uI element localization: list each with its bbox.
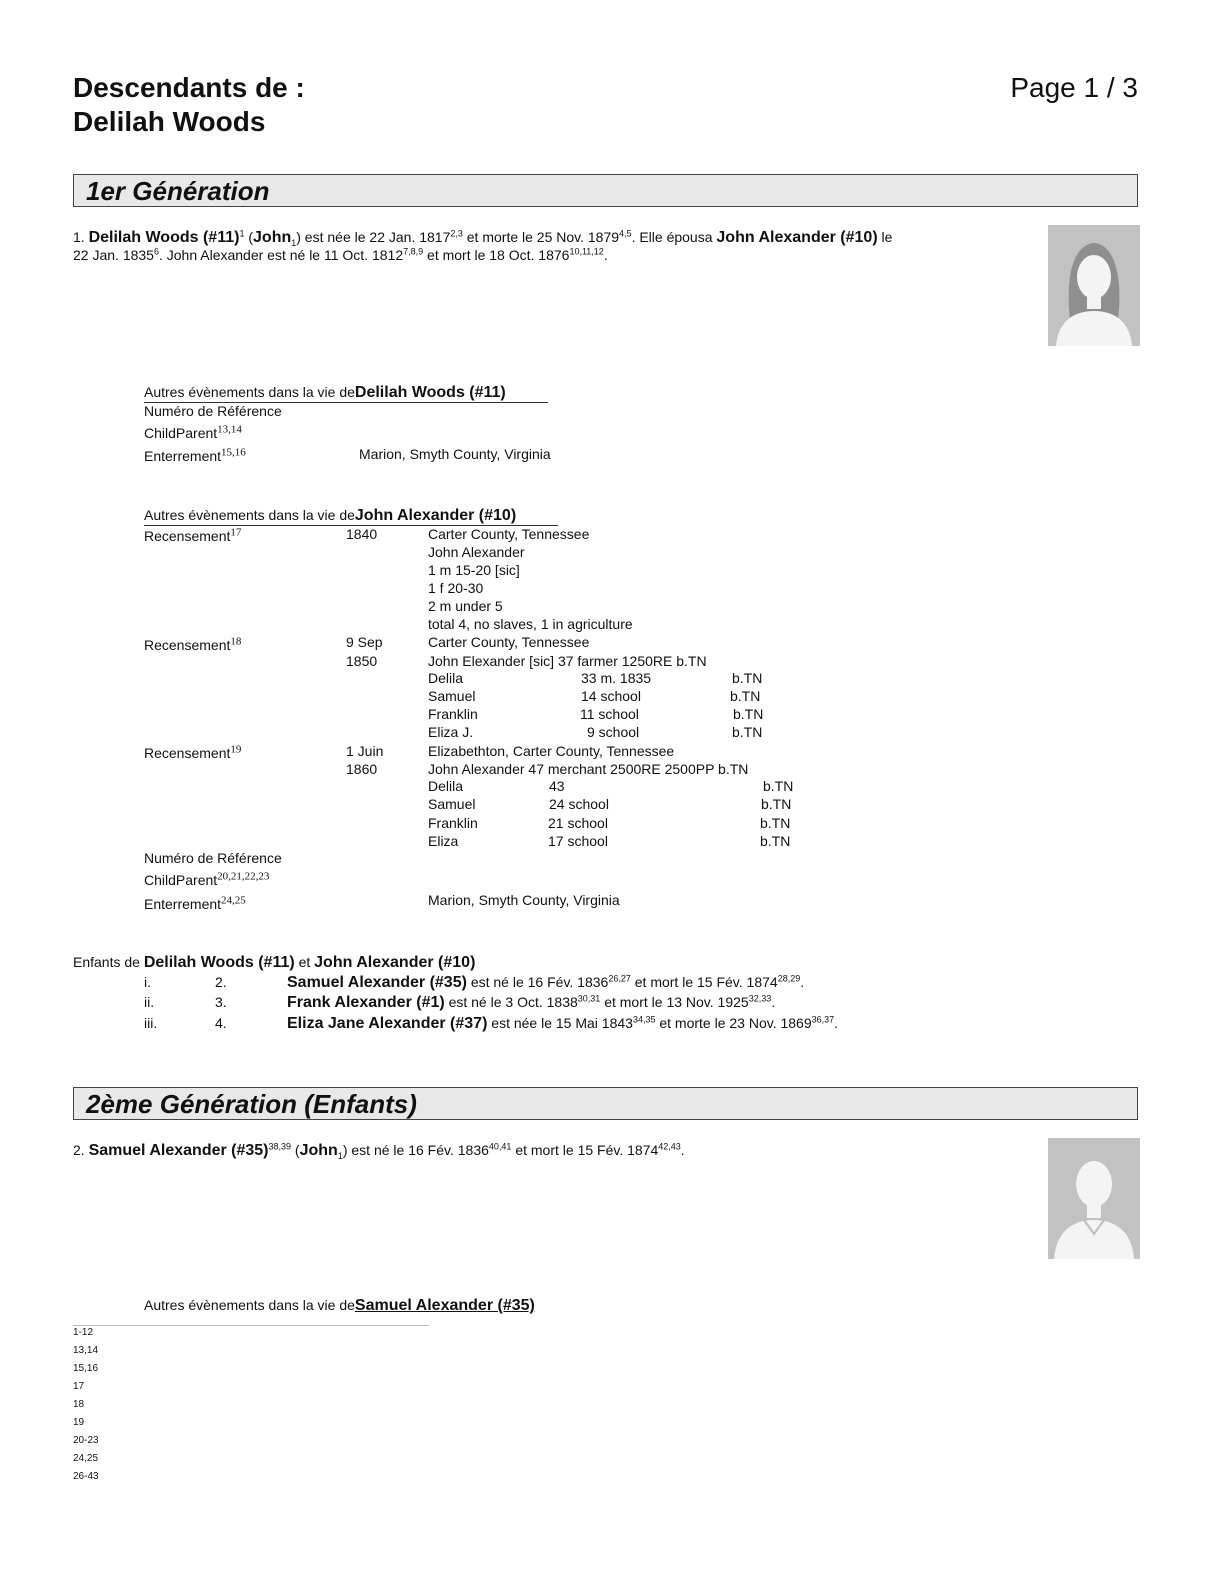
census-text: Recensement [144,745,231,761]
events-heading-samuel [144,1296,535,1315]
marriage-text: . Elle épousa [631,229,717,245]
marriage-le: le [877,229,893,245]
census-1850-row: John Elexander [sic] 37 farmer 1250RE b.TN [428,653,707,669]
census-1860-row-info: 43 [549,778,565,794]
burial-label [144,895,246,913]
census-1840-line: Carter County, Tennessee [428,526,590,542]
spouse-name: John Alexander (#10) [716,229,878,246]
child-birth: est née le 15 Mai 1843 [487,1015,633,1031]
events-heading-prefix: Autres évènements dans la vie de [144,1297,355,1313]
death-text: et mort le 15 Fév. 1874 [511,1142,659,1158]
spouse-death-text: et mort le 18 Oct. 1876 [423,247,570,263]
events-heading-name: John Alexander (#10) [354,507,517,524]
census-1840-line: 1 m 15-20 [sic] [428,562,520,578]
census-1850-row-name: Franklin [428,706,478,722]
events-heading-john [144,506,558,526]
footnote-ref: 26,27 [608,973,631,984]
child-number: 4. [215,1015,227,1031]
generation-1-header [73,174,1138,207]
generation-sub: 1 [291,237,297,248]
footnote-ref: 15,16 [221,446,246,459]
samuel-paragraph [73,1141,685,1160]
events-heading-delilah [144,383,548,403]
period: . [771,994,776,1010]
events-heading-name: Delilah Woods (#11) [354,384,506,401]
census-1850-row-birth: b.TN [730,688,761,704]
census-1860-row-birth: b.TN [761,796,792,812]
census-1860-row-info: 21 school [548,815,608,831]
footnote-ref: 10,11,12 [569,246,604,257]
child-text [287,973,804,992]
footnote-ref: 1 [239,228,245,239]
death-text: et morte le 25 Nov. 1879 [462,229,620,245]
events-heading-prefix: Autres évènements dans la vie de [144,507,355,523]
census-1850-row-birth: b.TN [733,706,764,722]
footnote-index-item: 19 [73,1417,85,1428]
childparent-text: ChildParent [144,425,218,441]
child-roman: i. [144,974,151,990]
person-number: 1. [73,229,89,245]
census-1840-line: total 4, no slaves, 1 in agriculture [428,616,633,632]
census-1850-row-name: Delila [428,670,464,686]
census-1850-row-info: 11 school [580,706,639,722]
children-and: et [294,954,315,970]
census-1860-year: 1860 [346,761,378,777]
footnote-index-item: 17 [73,1381,85,1392]
footnote-ref: 32,33 [748,993,772,1004]
census-1860-row-name: Eliza [428,833,459,849]
delilah-paragraph [73,228,1033,264]
generation-sub: 1 [337,1150,343,1161]
footnote-ref: 13,14 [217,423,242,436]
footnote-index-item: 18 [73,1399,85,1410]
census-1850-row-birth: b.TN [732,724,763,740]
census-text: Recensement [144,637,231,653]
census-1850-row-name: Samuel [428,688,476,704]
census-1840-line: 1 f 20-30 [428,580,484,596]
children-intro-prefix: Enfants de [73,954,144,970]
footnote-ref: 36,37 [811,1014,835,1025]
period: . [800,974,805,990]
page-number: Page 1 / 3 [1010,72,1138,103]
census-1850-year: 1850 [346,653,378,669]
title-line-1: Descendants de : [73,72,305,103]
reference-number-label: Numéro de Référence [144,403,282,419]
birth-text: ) est née le 22 Jan. 1817 [296,229,451,245]
period: . [603,247,608,263]
census-1860-row-name: Franklin [428,815,478,831]
female-avatar-icon [1048,225,1140,346]
footnote-divider [73,1325,429,1326]
burial-label [144,447,246,465]
census-1850-row-info: 14 school [581,688,641,704]
census-1850-day: 9 Sep [346,634,383,650]
person-name: Delilah Woods (#11) [88,229,240,246]
footnote-ref: 20,21,22,23 [217,870,270,883]
census-1860-day: 1 Juin [346,743,384,759]
children-intro [73,953,475,972]
paren-open: ( [291,1142,300,1158]
footnote-ref: 2,3 [450,228,463,239]
burial-place: Marion, Smyth County, Virginia [428,892,620,908]
footnote-ref: 17 [230,526,242,539]
period: . [680,1142,685,1158]
child-death: et mort le 15 Fév. 1874 [630,974,778,990]
footnote-ref: 38,39 [268,1141,292,1152]
footnote-ref: 18 [230,635,242,648]
child-roman: iii. [144,1015,158,1031]
footnote-index-item: 24,25 [73,1453,99,1464]
census-1850-row-name: Eliza J. [428,724,474,740]
parent-name: John [253,229,292,246]
burial-text: Enterrement [144,896,222,912]
person-name: Samuel Alexander (#35) [88,1142,269,1159]
census-1860-row-info: 24 school [549,796,609,812]
census-1860-row-name: Samuel [428,796,476,812]
footnote-index-item: 1-12 [73,1327,94,1338]
footnote-ref: 30,31 [577,993,601,1004]
child-text [287,993,775,1012]
male-avatar-icon [1048,1138,1140,1259]
census-1850-row-info: 9 school [587,724,640,740]
footnote-ref: 42,43 [658,1141,681,1152]
census-1860-label [144,744,241,762]
marriage-date: 22 Jan. 1835 [73,247,154,263]
childparent-text: ChildParent [144,872,218,888]
child-birth: est né le 16 Fév. 1836 [466,974,609,990]
child-name: Frank Alexander (#1) [287,994,445,1011]
childparent-label [144,871,269,889]
footnote-index-item: 20-23 [73,1435,99,1446]
period: . [834,1015,839,1031]
childparent-label [144,424,242,442]
child-number: 3. [215,994,227,1010]
census-1860-place: Elizabethton, Carter County, Tennessee [428,743,675,759]
census-1860-row-birth: b.TN [763,778,794,794]
footnote-index-item: 26-43 [73,1471,99,1482]
footnote-index-item: 13,14 [73,1345,99,1356]
title-line-2: Delilah Woods [73,106,266,137]
events-heading-name: Samuel Alexander (#35) [354,1297,535,1314]
burial-text: Enterrement [144,448,222,464]
census-1850-place: Carter County, Tennessee [428,634,590,650]
footnote-ref: 19 [230,743,242,756]
census-1840-line: John Alexander [428,544,525,560]
child-name: Eliza Jane Alexander (#37) [287,1015,488,1032]
footnote-ref: 24,25 [221,894,246,907]
burial-place: Marion, Smyth County, Virginia [359,446,551,462]
events-heading-prefix: Autres évènements dans la vie de [144,384,355,400]
child-roman: ii. [144,994,155,1010]
generation-2-title: 2ème Génération (Enfants) [86,1089,417,1119]
census-1840-line: 2 m under 5 [428,598,503,614]
census-1860-row: John Alexander 47 merchant 2500RE 2500PP b.TN [428,761,749,777]
footnote-ref: 7,8,9 [403,246,424,257]
birth-text: ) est né le 16 Fév. 1836 [342,1142,489,1158]
spouse-birth-text: . John Alexander est né le 11 Oct. 1812 [158,247,404,263]
footnote-index-item: 15,16 [73,1363,99,1374]
generation-1-title: 1er Génération [86,176,270,206]
person-number: 2. [73,1142,89,1158]
census-1840-date: 1840 [346,526,378,542]
child-name: Samuel Alexander (#35) [287,974,467,991]
census-1860-row-birth: b.TN [760,815,791,831]
census-1860-row-birth: b.TN [760,833,791,849]
children-parent-2: John Alexander (#10) [314,954,476,971]
census-text: Recensement [144,528,231,544]
child-death: et morte le 23 Nov. 1869 [655,1015,812,1031]
census-1850-row-info: 33 m. 1835 [581,670,652,686]
children-parent-1: Delilah Woods (#11) [143,954,295,971]
footnote-ref: 28,29 [777,973,801,984]
child-death: et mort le 13 Nov. 1925 [600,994,749,1010]
parent-name: John [299,1142,338,1159]
paren-open: ( [244,229,254,245]
census-1850-row-birth: b.TN [732,670,763,686]
child-birth: est né le 3 Oct. 1838 [444,994,578,1010]
footnote-ref: 4,5 [619,228,632,239]
reference-number-label: Numéro de Référence [144,850,282,866]
census-1840-label [144,527,241,545]
footnote-ref: 34,35 [632,1014,656,1025]
footnote-ref: 6 [153,246,159,257]
census-1860-row-name: Delila [428,778,464,794]
census-1850-label [144,636,241,654]
generation-2-header [73,1087,1138,1120]
footnote-ref: 40,41 [488,1141,512,1152]
child-number: 2. [215,974,227,990]
page-title [73,71,305,139]
child-text [287,1014,838,1033]
census-1860-row-info: 17 school [548,833,608,849]
